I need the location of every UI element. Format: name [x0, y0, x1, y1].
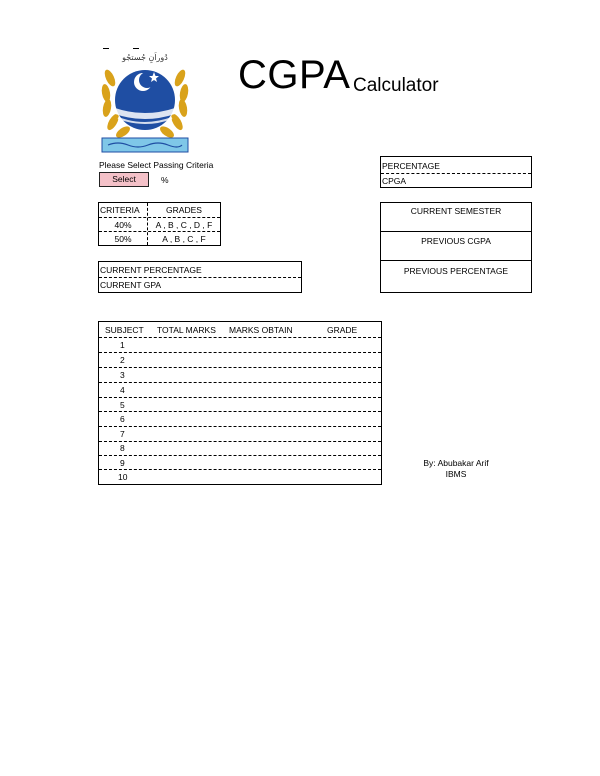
percent-symbol: % — [161, 175, 169, 185]
table-row-divider — [99, 337, 381, 338]
logo-script-text: دُوراَنِ جُستجُو — [122, 53, 168, 62]
current-box-divider — [99, 277, 301, 278]
grades-value: A , B , C , D , F — [155, 220, 213, 230]
current-percentage-label: CURRENT PERCENTAGE — [100, 265, 202, 275]
table-row: 9 — [120, 458, 125, 468]
grades-value: A , B , C , F — [162, 234, 206, 244]
table-row: 4 — [120, 385, 125, 395]
result-box-divider — [381, 173, 531, 174]
criteria-table — [98, 202, 221, 246]
criteria-value: 50% — [114, 234, 132, 244]
table-row-divider — [99, 455, 381, 456]
criteria-row-divider — [99, 231, 220, 232]
marks-obtain-header: MARKS OBTAIN — [229, 325, 293, 335]
table-row: 1 — [120, 340, 125, 350]
passing-criteria-prompt: Please Select Passing Criteria — [99, 160, 214, 170]
previous-percentage-label: PREVIOUS PERCENTAGE — [403, 266, 509, 276]
overall-result-box — [380, 156, 532, 188]
percentage-label: PERCENTAGE — [382, 161, 440, 171]
subject-header: SUBJECT — [105, 325, 144, 335]
current-gpa-label: CURRENT GPA — [100, 280, 162, 290]
page-title: CGPA — [238, 53, 351, 97]
previous-cgpa-label: PREVIOUS CGPA — [421, 236, 491, 246]
previous-percentage-box — [380, 260, 532, 293]
table-row: 10 — [118, 472, 128, 482]
table-row-divider — [99, 441, 381, 442]
table-row-divider — [99, 382, 381, 383]
current-result-box — [98, 261, 302, 293]
table-row: 2 — [120, 355, 125, 365]
table-row: 6 — [120, 414, 125, 424]
semester-box — [380, 202, 532, 261]
table-row: 3 — [120, 370, 125, 380]
table-row-divider — [99, 352, 381, 353]
table-row: 5 — [120, 400, 125, 410]
subjects-table — [98, 321, 382, 485]
criteria-value: 40% — [114, 220, 132, 230]
cpga-label: CPGA — [382, 176, 407, 186]
semester-box-divider — [381, 231, 531, 232]
table-row-divider — [99, 426, 381, 427]
passing-criteria-select[interactable]: Select — [99, 172, 149, 187]
total-marks-header: TOTAL MARKS — [157, 325, 216, 335]
table-row-divider — [99, 469, 381, 470]
organization-credit: IBMS — [445, 469, 467, 479]
table-row-divider — [99, 367, 381, 368]
table-row-divider — [99, 411, 381, 412]
criteria-row-divider — [99, 217, 220, 218]
page-subtitle: Calculator — [353, 75, 439, 96]
university-logo — [98, 48, 192, 156]
author-credit: By: Abubakar Arif — [423, 458, 489, 468]
table-row: 7 — [120, 429, 125, 439]
grades-header: GRADES — [166, 205, 202, 215]
current-semester-label: CURRENT SEMESTER — [410, 206, 502, 216]
criteria-header: CRITERIA — [100, 205, 140, 215]
table-row-divider — [99, 397, 381, 398]
table-row: 8 — [120, 443, 125, 453]
grade-header: GRADE — [327, 325, 358, 335]
